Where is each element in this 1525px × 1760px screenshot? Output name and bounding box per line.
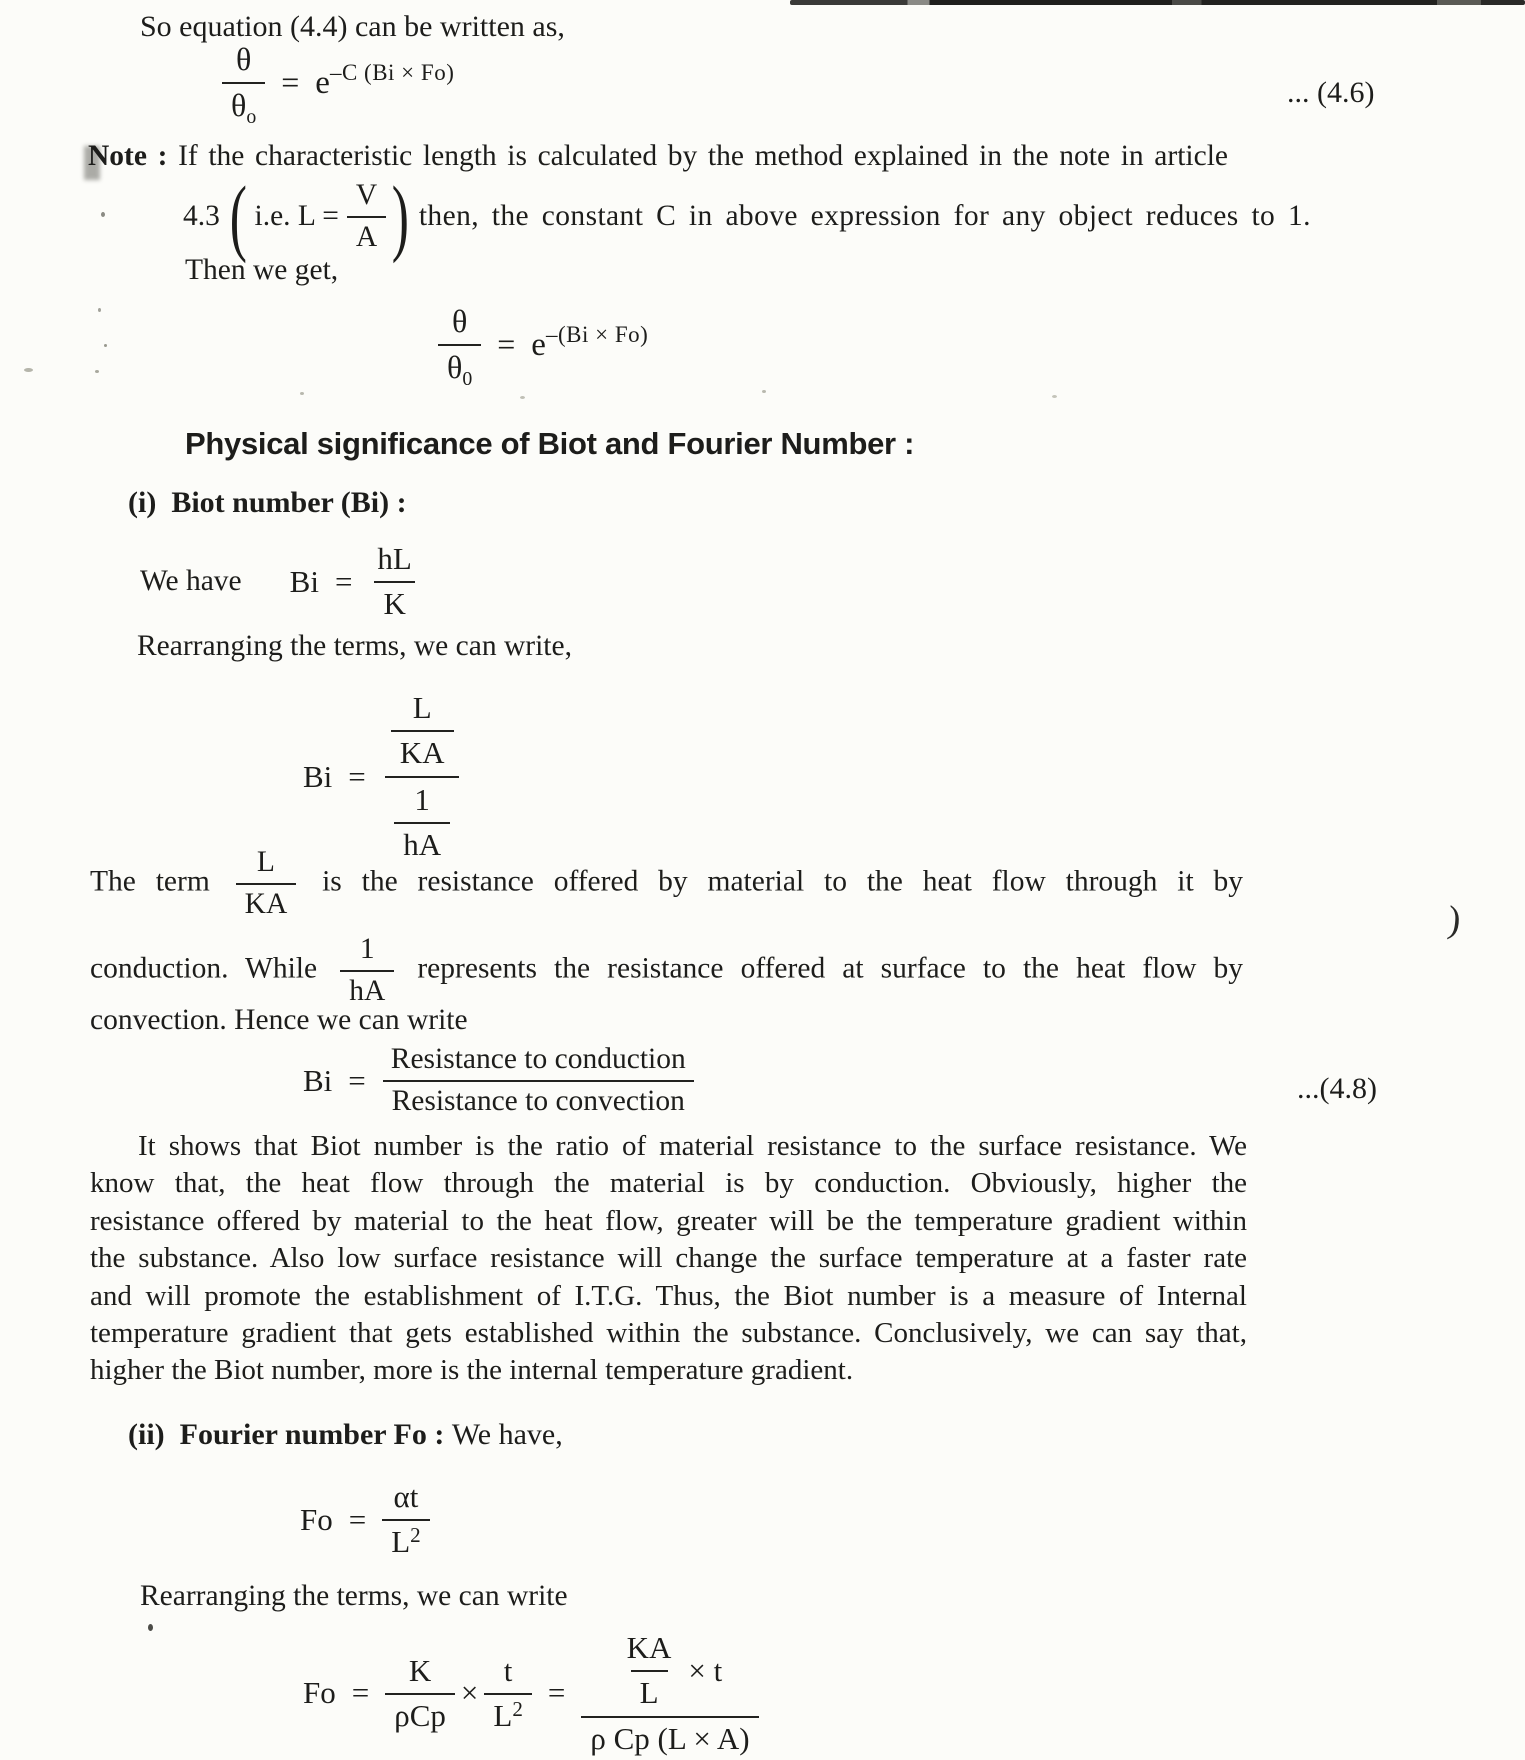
fraction-denominator: hA: [340, 970, 394, 1009]
equation-label-4-6: ... (4.6): [1287, 76, 1375, 109]
paragraph-line: resistance offered by material to the heat flow, greater will be the temperature gradient within: [90, 1204, 1247, 1237]
l-symbol: L: [493, 1697, 513, 1733]
l-over-ka-inline-fraction: [236, 845, 297, 922]
fraction-denominator: KA: [236, 883, 297, 922]
fraction-numerator: V: [355, 179, 378, 212]
equals-sign: =: [497, 326, 516, 362]
row2-pre-text: conduction. While: [90, 952, 318, 985]
note-label: Note :: [88, 140, 168, 172]
open-paren: (: [229, 168, 247, 264]
note-line-3: [185, 252, 338, 289]
fraction-numerator: hL: [377, 541, 412, 576]
biot-explanation-paragraph: [90, 1130, 1247, 1392]
scan-speckle: [98, 308, 101, 312]
fraction-denominator: L: [631, 1670, 668, 1712]
equation-bi-resistance-form: [303, 688, 463, 865]
note-inner-text: i.e. L =: [254, 200, 339, 233]
theta-subscript: 0: [462, 368, 473, 390]
fraction-numerator: K: [408, 1652, 432, 1688]
l-symbol: L: [391, 1524, 411, 1559]
fraction-denominator: KA: [391, 730, 454, 772]
close-paren: ): [391, 168, 410, 264]
equals-sign: =: [334, 563, 353, 599]
fraction-numerator: θ: [451, 303, 468, 339]
scan-paren-mark: ): [1445, 898, 1463, 942]
equals-sign: =: [351, 1675, 370, 1710]
theta-subscript: o: [246, 106, 257, 128]
subsection-ii-title: [128, 1418, 563, 1452]
squared-exponent: 2: [410, 1523, 421, 1547]
scan-speckle: [95, 370, 99, 373]
paragraph-line: temperature gradient that gets established within the substance. Conclusively, we can say that,: [90, 1316, 1247, 1349]
paragraph-line: and will promote the establishment of I.T.G. Thus, the Biot number is a measure of Internal: [90, 1279, 1247, 1312]
rearranging-line-2: [140, 1578, 568, 1615]
e-exponent: –C (Bi × Fo): [329, 59, 455, 85]
note-text-2: then, the constant C in above expression for any object reduces to 1.: [418, 200, 1311, 233]
equation-label-4-8: ...(4.8): [1297, 1072, 1377, 1105]
one-over-ha-inline-fraction: [340, 932, 394, 1009]
paragraph-term-row-3: [90, 1004, 468, 1037]
row2-post-text: represents the resistance offered at surface to the heat flow by: [417, 952, 1243, 985]
equals-sign: =: [348, 1062, 366, 1098]
scan-speckle: [24, 368, 33, 372]
t-over-l2-fraction: [484, 1652, 531, 1735]
paragraph-term-row-1: [90, 845, 1243, 922]
combined-fraction: [581, 1628, 758, 1758]
fraction-denominator: [222, 82, 265, 128]
fraction-denominator: hA: [394, 822, 450, 864]
fraction-numerator: t: [503, 1652, 513, 1688]
k-over-rhocp-fraction: [385, 1652, 455, 1735]
bi-symbol: Bi: [303, 758, 333, 794]
heading-text: Physical significance of Biot and Fourier Number :: [185, 426, 915, 461]
section-heading: [185, 426, 914, 462]
paragraph-line: higher the Biot number, more is the internal temperature gradient.: [90, 1354, 854, 1387]
equation-bi-definition: [140, 540, 421, 623]
e-base: e: [531, 326, 546, 363]
theta-ratio-fraction: [222, 40, 265, 128]
fraction-numerator: KA: [626, 1630, 672, 1665]
exponential-term: [531, 321, 649, 364]
subsection-title-text: Biot number (Bi) :: [171, 486, 407, 519]
then-we-get-text: Then we get,: [185, 254, 339, 286]
scan-speckle: [762, 390, 766, 393]
fraction-denominator: A: [347, 216, 386, 255]
alpha-t-over-l2-fraction: [382, 1478, 429, 1561]
row1-post-text: is the resistance offered by material to the heat flow through it by: [322, 865, 1243, 898]
we-have-text: We have,: [451, 1418, 563, 1451]
intro-text: So equation (4.4) can be written as,: [140, 10, 565, 43]
equation-4-8: [303, 1042, 695, 1119]
equation-fo-expanded: [303, 1628, 759, 1758]
row1-pre-text: The term: [90, 865, 210, 898]
fraction-denominator: [382, 1519, 429, 1561]
theta-ratio-fraction: [438, 302, 481, 390]
equation-4-6: [222, 40, 455, 128]
scan-speckle: [104, 344, 107, 347]
outer-fraction: [382, 688, 463, 865]
fraction-denominator: Resistance to convection: [383, 1080, 694, 1119]
subsection-i-title: [128, 486, 407, 520]
rearranging-line-1: [137, 628, 572, 665]
l-over-ka-fraction: [391, 689, 454, 772]
note-line-2: [183, 168, 1311, 264]
equals-sign: =: [348, 1501, 367, 1537]
fraction-numerator: Resistance to conduction: [390, 1043, 686, 1075]
equals-sign: =: [281, 64, 300, 100]
outer-numerator: [382, 688, 463, 776]
fraction-denominator: ρ Cp (L × A): [581, 1716, 758, 1758]
scan-speckle: [1052, 395, 1057, 398]
fraction-denominator: ρCp: [385, 1693, 455, 1735]
row3-text: convection. Hence we can write: [90, 1004, 468, 1036]
we-have-text: We have: [140, 565, 242, 597]
bi-symbol: Bi: [289, 563, 319, 599]
scan-speckle: [520, 396, 525, 399]
fraction-denominator: K: [374, 581, 414, 623]
article-number: 4.3: [183, 200, 220, 233]
paragraph-term-row-2: [90, 932, 1243, 1009]
scan-edge-bar: [790, 0, 1525, 5]
theta-symbol: θ: [231, 87, 247, 123]
note-text-1: If the characteristic length is calculated by the method explained in the note in article: [178, 140, 1228, 172]
bi-symbol: Bi: [303, 1062, 333, 1098]
equation-bi-fo: [438, 302, 649, 390]
hl-over-k-fraction: [368, 540, 420, 623]
paragraph-line: know that, the heat flow through the material is by conduction. Obviously, higher the: [90, 1167, 1247, 1200]
multiply-sign: ×: [460, 1675, 479, 1710]
subsection-marker: (i): [128, 486, 157, 519]
ka-over-l-fraction: [618, 1629, 681, 1712]
scan-speckle: [300, 392, 304, 395]
fraction-numerator: θ: [235, 41, 252, 77]
paragraph-line: the substance. Also low surface resistance will change the surface temperature at a faster rate: [90, 1242, 1247, 1275]
e-exponent: –(Bi × Fo): [545, 321, 649, 347]
e-base: e: [315, 64, 330, 101]
squared-exponent: 2: [512, 1696, 523, 1721]
fraction-denominator: [484, 1693, 531, 1735]
fraction-numerator: 1: [359, 933, 375, 965]
subsection-marker: (ii): [128, 1418, 165, 1451]
equals-sign: =: [348, 758, 366, 794]
fo-symbol: Fo: [303, 1675, 336, 1710]
v-over-a-fraction: [347, 178, 386, 255]
fo-symbol: Fo: [300, 1501, 333, 1537]
fraction-numerator: 1: [414, 782, 430, 817]
times-t-text: × t: [688, 1652, 723, 1688]
fraction-numerator: L: [412, 690, 432, 725]
note-line-1: [88, 140, 1228, 173]
exponential-term: [315, 59, 455, 102]
fraction-numerator: L: [256, 846, 275, 878]
resistance-ratio-fraction: [382, 1042, 695, 1119]
scan-speckle: [148, 1624, 153, 1631]
equals-sign: =: [547, 1675, 566, 1710]
equation-fo-definition: [300, 1478, 430, 1561]
scan-speckle: [101, 212, 105, 217]
fraction-numerator: αt: [393, 1479, 419, 1514]
fraction-denominator: [438, 344, 481, 390]
subsection-title-text: Fourier number Fo :: [179, 1418, 445, 1451]
theta-symbol: θ: [447, 349, 463, 385]
paragraph-line: It shows that Biot number is the ratio of material resistance to the surface resistance. We: [138, 1130, 1247, 1162]
rearranging-text: Rearranging the terms, we can write,: [137, 630, 572, 662]
fraction-numerator: [609, 1628, 732, 1716]
rearranging-text: Rearranging the terms, we can write: [140, 1580, 568, 1612]
